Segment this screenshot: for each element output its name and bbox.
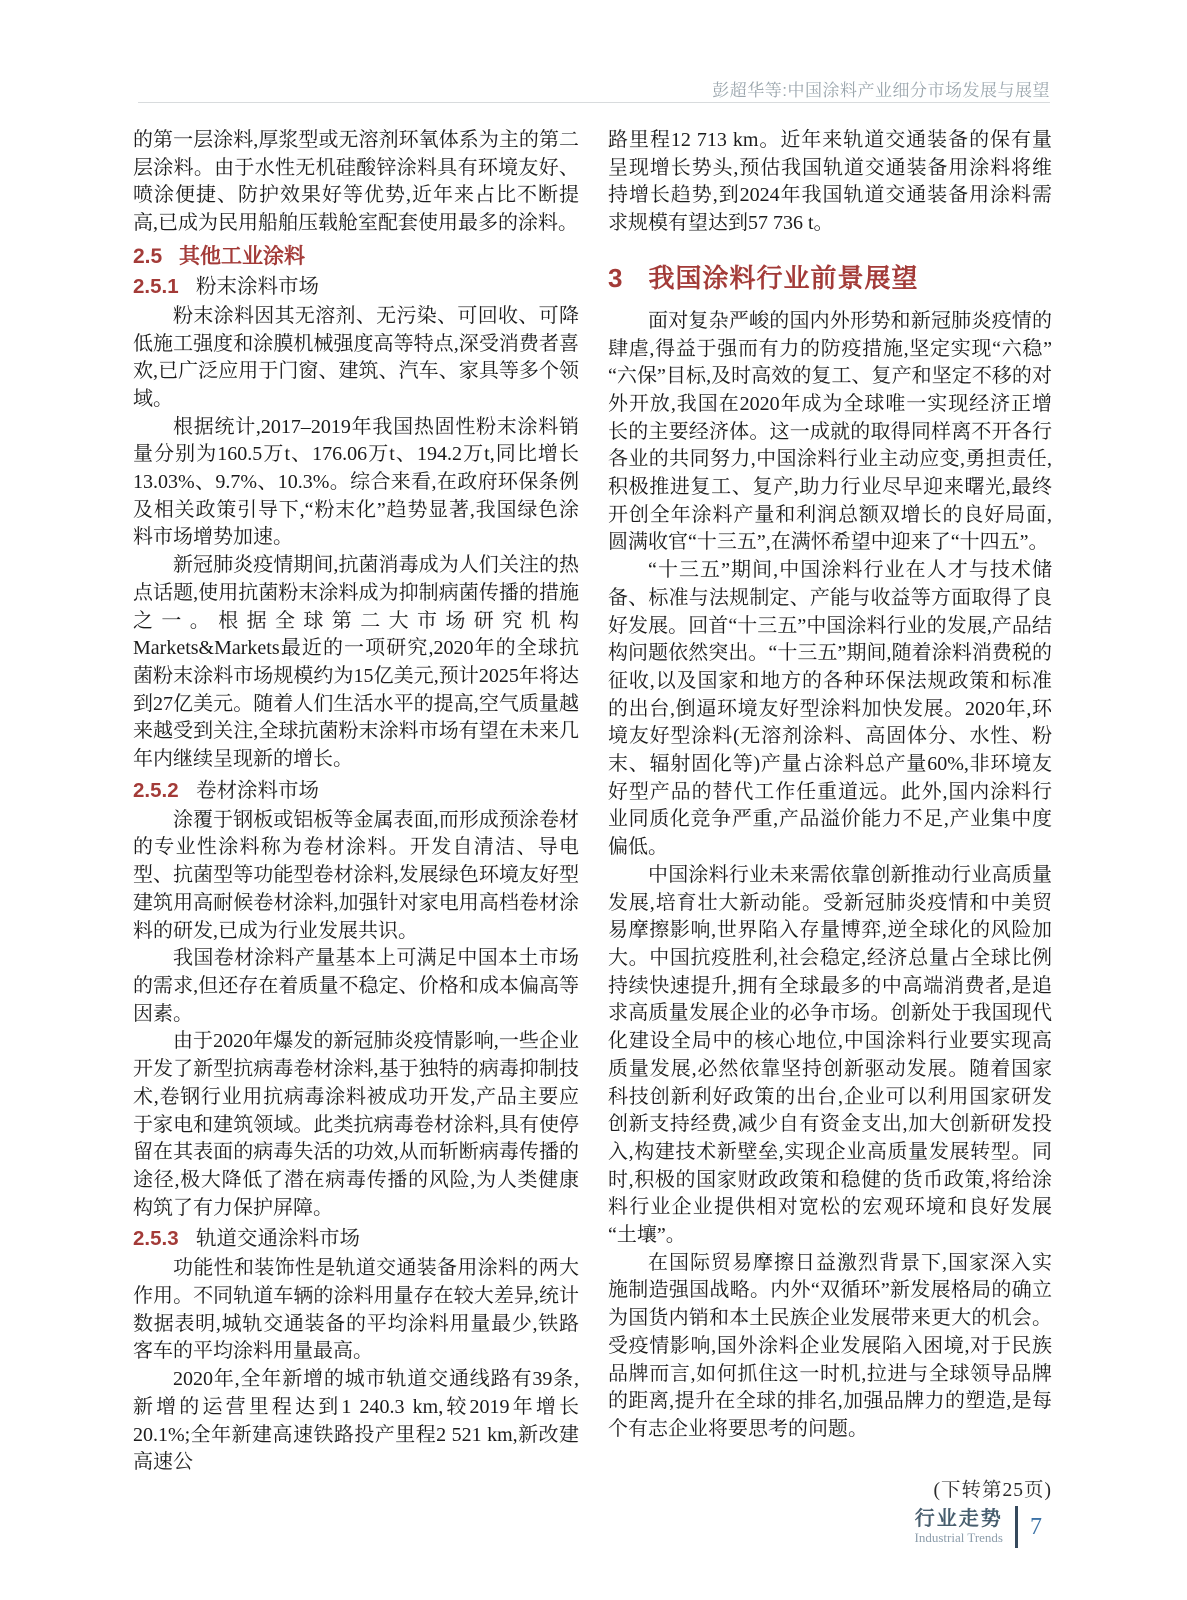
footer-divider-bar	[1015, 1506, 1018, 1548]
heading-2-5-1-powder-coating-market	[133, 273, 579, 301]
heading-number: 2.5	[133, 244, 163, 268]
heading-2-5-2-coil-coating-market	[133, 777, 579, 805]
paragraph-antivirus-coil-coating: 由于2020年爆发的新冠肺炎疫情影响,一些企业开发了新型抗病毒卷材涂料,基于独特的病毒抑制技术,卷钢行业用抗病毒涂料被成功开发,产品主要应于家电和建筑领域。此类抗病毒卷材涂料,具有使停留在其表面的病毒失活的功效,从而斩断病毒传播的途径,极大降低了潜在病毒传播的风险,为人类健康构筑了有力保护屏障。	[133, 1030, 579, 1219]
paragraph-rail-lines-continuation: 路里程12 713 km。近年来轨道交通装备的保有量呈现增长势头,预估我国轨道交通装备用涂料将维持增长趋势,到2024年我国轨道交通装备用涂料需求规模有望达到57 736 t。	[608, 129, 1052, 235]
paragraph-pandemic-economy: 面对复杂严峻的国内外形势和新冠肺炎疫情的肆虐,得益于强而有力的防疫措施,坚定实现“六稳”“六保”目标,及时高效的复工、复产和坚定不移的对外开放,我国在2020年成为全球唯一实现经济正增长的主要经济体。这一成就的取得同样离不开各行各业的共同努力,中国涂料行业主动应变,勇担责任,积极推进复工、复产,助力行业尽早迎来曙光,最终开创全年涂料产量和利润总额双增长的良好局面,圆满收官“十三五”,在满怀希望中迎来了“十四五”。	[608, 309, 1052, 554]
heading-number: 2.5.3	[133, 1227, 179, 1251]
footer-section-title-zh: 行业走势	[914, 1508, 1003, 1530]
heading-number: 2.5.2	[133, 778, 179, 802]
right-column	[608, 127, 1052, 1502]
paragraph-antibacterial-powder-coating: 新冠肺炎疫情期间,抗菌消毒成为人们关注的热点话题,使用抗菌粉末涂料成为抑制病菌传播的措施之一。根据全球第二大市场研究机构Markets&Markets最近的一项研究,2020年的全球抗菌粉末涂料市场规模约为15亿美元,预计2025年将达到27亿美元。随着人们生活水平的提高,空气质量越来越受到关注,全球抗菌粉末涂料市场有望在未来几年内继续呈现新的增长。	[133, 554, 579, 771]
heading-2-5-3-rail-transit-coating-market	[133, 1225, 579, 1253]
page-footer	[915, 1506, 1042, 1548]
heading-title: 粉末涂料市场	[196, 275, 320, 298]
left-column	[133, 127, 579, 1477]
header-divider-line	[138, 102, 1050, 103]
heading-number: 2.5.1	[133, 274, 179, 298]
paragraph-coil-coating-capacity: 我国卷材涂料产量基本上可满足中国本土市场的需求,但还存在着质量不稳定、价格和成本偏高等因素。	[133, 947, 579, 1025]
heading-title: 其他工业涂料	[179, 244, 305, 268]
paragraph-powder-coating-statistics: 根据统计,2017–2019年我国热固性粉末涂料销量分别为160.5万t、176.06万t、194.2万t,同比增长13.03%、9.7%、10.3%。综合来看,在政府环保条例及相关政策引导下,“粉末化”趋势显著,我国绿色涂料市场增势加速。	[133, 415, 579, 549]
footer-section-labels	[915, 1508, 1003, 1546]
page-number: 7	[1030, 1513, 1042, 1540]
paragraph-innovation-driven-development: 中国涂料行业未来需依靠创新推动行业高质量发展,培育壮大新动能。受新冠肺炎疫情和中美贸易摩擦影响,世界陷入存量博弈,逆全球化的风险加大。中国抗疫胜利,社会稳定,经济总量占全球比例持续快速提升,拥有全球最多的中高端消费者,是追求高质量发展企业的必争市场。创新处于我国现代化建设全局中的核心地位,中国涂料行业要实现高质量发展,必然依靠坚持创新驱动发展。随着国家科技创新利好政策的出台,企业可以利用国家研发创新支持经费,减少自有资金支出,加大创新研发投入,构建技术新壁垒,实现企业高质量发展转型。同时,积极的国家财政政策和稳健的货币政策,将给涂料行业企业提供相对宽松的宏观环境和良好发展“土壤”。	[608, 863, 1052, 1247]
paragraph-ship-coating-continuation: 的第一层涂料,厚浆型或无溶剂环氧体系为主的第二层涂料。由于水性无机硅酸锌涂料具有环境友好、喷涂便捷、防护效果好等优势,近年来占比不断提高,已成为民用船舶压载舱室配套使用最多的涂料。	[133, 129, 579, 235]
paragraph-powder-coating-features: 粉末涂料因其无溶剂、无污染、可回收、可降低施工强度和涂膜机械强度高等特点,深受消费者喜欢,已广泛应用于门窗、建筑、汽车、家具等多个领域。	[133, 304, 579, 410]
running-head-title: 彭超华等:中国涂料产业细分市场发展与展望	[712, 81, 1050, 100]
paragraph-13th-five-year-plan: “十三五”期间,中国涂料行业在人才与技术储备、标准与法规制定、产能与收益等方面取得了良好发展。回首“十三五”中国涂料行业的发展,产品结构问题依然突出。“十三五”期间,随着涂料消费税的征收,以及国家和地方的各种环保法规政策和标准的出台,倒逼环境友好型涂料加快发展。2020年,环境友好型涂料(无溶剂涂料、高固体分、水性、粉末、辐射固化等)产量占涂料总产量60%,非环境友好型产品的替代工作任重道远。此外,国内涂料行业同质化竞争严重,产品溢价能力不足,产业集中度偏低。	[608, 559, 1052, 859]
heading-2-5-other-industrial-coatings	[133, 243, 579, 270]
heading-title: 卷材涂料市场	[196, 779, 320, 802]
paragraph-rail-coating-functions: 功能性和装饰性是轨道交通装备用涂料的两大作用。不同轨道车辆的涂料用量存在较大差异,统计数据表明,城轨交通装备的平均涂料用量最少,铁路客车的平均涂料用量最高。	[133, 1257, 579, 1363]
heading-3-industry-outlook	[608, 262, 1052, 294]
paragraph-coil-coating-definition: 涂覆于钢板或铝板等金属表面,而形成预涂卷材的专业性涂料称为卷材涂料。开发自清洁、导电型、抗菌型等功能型卷材涂料,发展绿色环境友好型建筑用高耐候卷材涂料,加强针对家电用高档卷材涂料的研发,已成为行业发展共识。	[133, 808, 579, 942]
paragraph-rail-lines-2020: 2020年,全年新增的城市轨道交通线路有39条,新增的运营里程达到1 240.3 km,较2019年增长20.1%;全年新建高速铁路投产里程2 521 km,新改建高速公	[133, 1368, 579, 1474]
paragraph-dual-circulation-brands: 在国际贸易摩擦日益激烈背景下,国家深入实施制造强国战略。内外“双循环”新发展格局的确立为国货内销和本土民族企业发展带来更大的机会。受疫情影响,国外涂料企业发展陷入困境,对于民族品牌而言,如何抓住这一时机,拉进与全球领导品牌的距离,提升在全球的排名,加强品牌力的塑造,是每个有志企业将要思考的问题。	[608, 1251, 1052, 1440]
footer-section-title-en: Industrial Trends	[914, 1530, 1003, 1545]
heading-title: 轨道交通涂料市场	[196, 1228, 361, 1251]
heading-title: 我国涂料行业前景展望	[648, 262, 919, 293]
heading-number: 3	[608, 262, 623, 293]
continued-on-page-note: (下转第25页)	[933, 1479, 1052, 1501]
